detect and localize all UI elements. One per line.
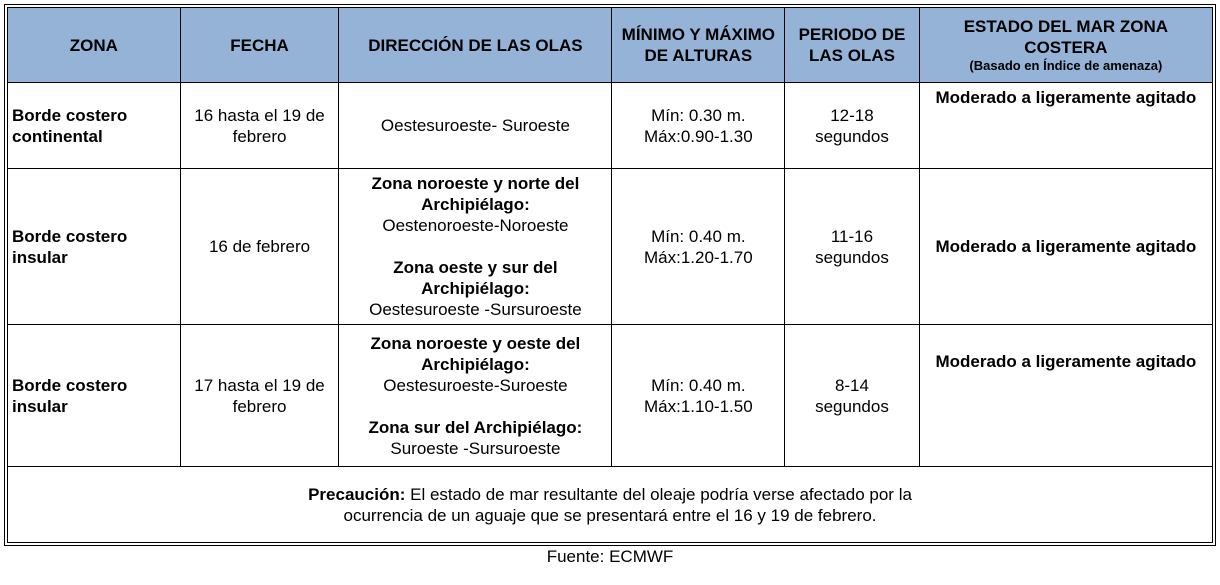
altura-min: Mín: 0.40 m. xyxy=(651,375,746,395)
periodo-cell xyxy=(785,325,920,467)
source-caption: Fuente: ECMWF xyxy=(546,547,674,566)
header-periodo: PERIODO DE LAS OLAS xyxy=(785,8,920,83)
table-row xyxy=(8,83,1213,169)
precaution-label: Precaución: xyxy=(308,484,406,504)
wave-forecast-table xyxy=(7,7,1213,543)
precaution-note xyxy=(8,467,1213,543)
fecha-cell: 17 hasta el 19 de febrero xyxy=(180,325,339,467)
periodo-cell xyxy=(785,169,920,325)
header-row xyxy=(8,8,1213,83)
periodo-unit: segundos xyxy=(815,247,889,267)
header-estado-title: ESTADO DEL MAR ZONA COSTERA xyxy=(963,17,1169,57)
altura-max: Máx:0.90-1.30 xyxy=(643,126,753,146)
table-row xyxy=(8,325,1213,467)
direccion-value: Oestesuroeste -Sursuroeste xyxy=(369,300,582,319)
direccion-value: Suroeste -Sursuroeste xyxy=(390,438,561,458)
direccion-spacer xyxy=(343,236,607,257)
fecha-cell: 16 de febrero xyxy=(180,169,339,325)
direccion-value: Oestesuroeste-Suroeste xyxy=(383,375,568,395)
direccion-value: Oestenoroeste-Noroeste xyxy=(382,216,569,235)
direccion-zone-title: Zona oeste y sur del Archipiélago: xyxy=(393,258,558,298)
precaution-line-1 xyxy=(12,484,1208,505)
direccion-spacer xyxy=(343,396,607,417)
fecha-cell: 16 hasta el 19 de febrero xyxy=(180,83,339,169)
periodo-value: 11-16 xyxy=(830,226,874,246)
header-fecha: FECHA xyxy=(180,8,339,83)
periodo-value: 8-14 xyxy=(834,375,869,395)
header-estado-subtitle: (Basado en Índice de amenaza) xyxy=(969,58,1163,73)
direccion-cell xyxy=(339,169,612,325)
precaution-text-2: ocurrencia de un aguaje que se presentará entre el 16 y 19 de febrero. xyxy=(343,505,877,525)
note-row xyxy=(8,467,1213,543)
periodo-value: 12-18 xyxy=(830,105,874,125)
direccion-zone-title: Zona noroeste y norte del Archipiélago: xyxy=(371,174,580,214)
direccion-cell xyxy=(339,83,612,169)
altura-max: Máx:1.20-1.70 xyxy=(643,247,753,267)
alturas-cell xyxy=(612,169,785,325)
precaution-text-1: El estado de mar resultante del oleaje podría verse afectado por la xyxy=(405,484,912,504)
altura-min: Mín: 0.40 m. xyxy=(651,226,746,246)
table-row xyxy=(8,169,1213,325)
header-direccion: DIRECCIÓN DE LAS OLAS xyxy=(339,8,612,83)
altura-max: Máx:1.10-1.50 xyxy=(643,396,753,416)
estado-cell: Moderado a ligeramente agitado xyxy=(919,83,1212,169)
periodo-cell xyxy=(785,83,920,169)
estado-cell: Moderado a ligeramente agitado xyxy=(919,169,1212,325)
forecast-table-frame xyxy=(4,4,1216,546)
alturas-cell xyxy=(612,83,785,169)
header-zona: ZONA xyxy=(8,8,181,83)
zona-cell: Borde costero insular xyxy=(8,325,181,467)
direccion-zone-title: Zona sur del Archipiélago: xyxy=(368,417,583,437)
zona-cell: Borde costero continental xyxy=(8,83,181,169)
header-estado xyxy=(919,8,1212,83)
estado-cell: Moderado a ligeramente agitado xyxy=(919,325,1212,467)
periodo-unit: segundos xyxy=(815,126,889,146)
altura-min: Mín: 0.30 m. xyxy=(651,105,746,125)
direccion-zone-title: Zona noroeste y oeste del Archipiélago: xyxy=(370,333,581,374)
zona-cell: Borde costero insular xyxy=(8,169,181,325)
direccion-value: Oestesuroeste- Suroeste xyxy=(380,116,570,135)
header-alturas: MÍNIMO Y MÁXIMO DE ALTURAS xyxy=(612,8,785,83)
alturas-cell xyxy=(612,325,785,467)
direccion-cell xyxy=(339,325,612,467)
periodo-unit: segundos xyxy=(815,396,889,416)
